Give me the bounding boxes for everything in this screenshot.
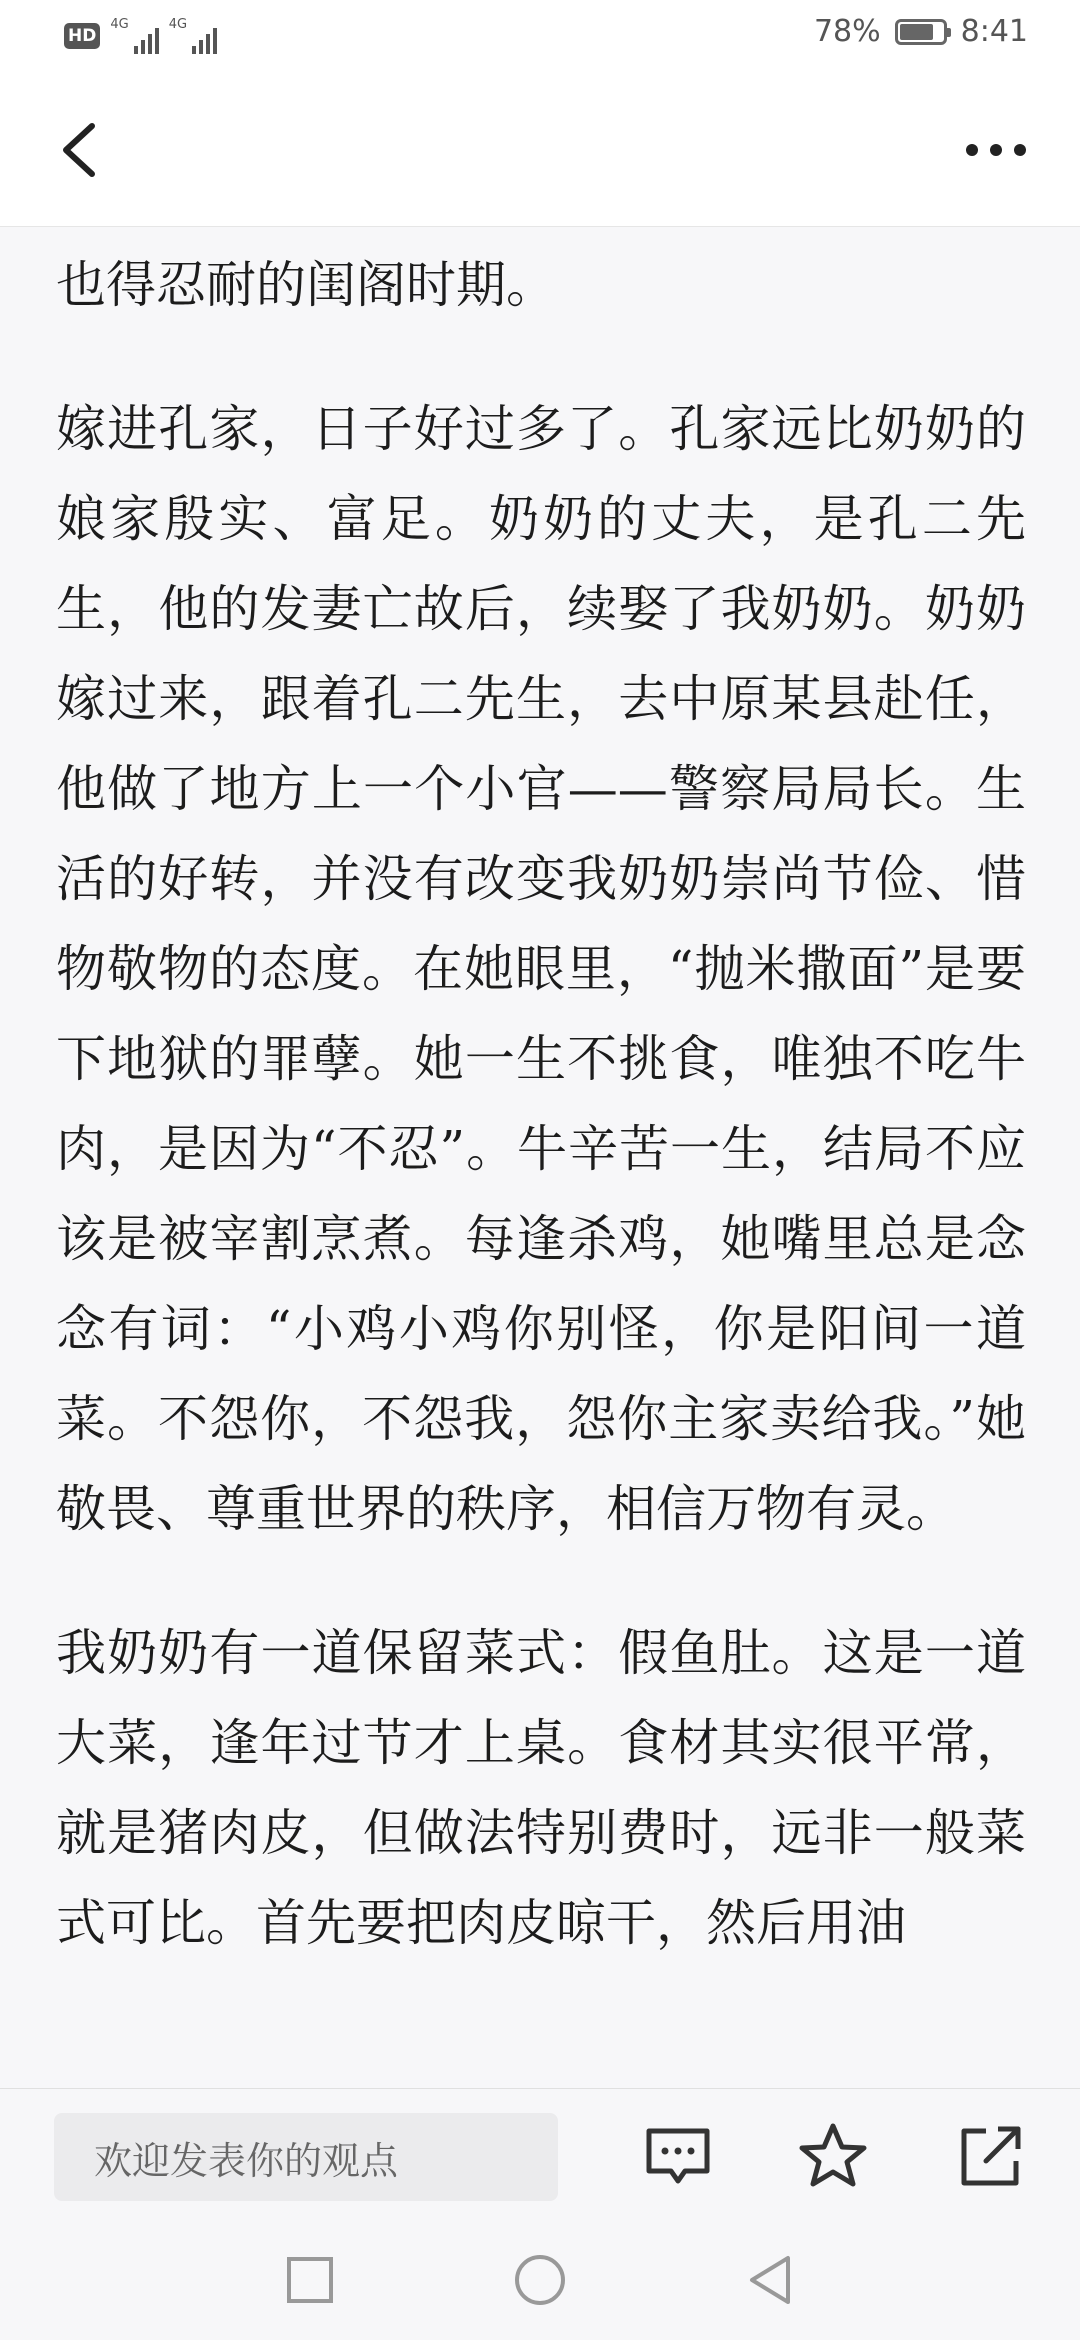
article-paragraph: 我奶奶有一道保留菜式：假鱼肚。这是一道大菜，逢年过节才上桌。食材其实很平常，就是猪肉皮，但做法特别费时，远非一般菜式可比。首先要把肉皮晾干，然后用油 (56, 1624, 1026, 1952)
battery-percent: 78% (813, 14, 881, 49)
home-button[interactable] (512, 2252, 568, 2308)
sim2-network-label: 4G (168, 17, 188, 32)
sim1-network-label: 4G (110, 17, 129, 32)
share-button[interactable] (956, 2121, 1026, 2191)
square-icon (282, 2252, 338, 2308)
sim2-signal (169, 18, 217, 54)
status-left (64, 18, 217, 54)
signal-bar (206, 34, 210, 54)
signal-bar (192, 46, 196, 54)
more-dots-icon (960, 128, 1032, 172)
sim1-signal (110, 18, 158, 54)
signal-bar (134, 46, 138, 54)
battery-icon (895, 19, 947, 45)
article-paragraph: 嫁进孔家，日子好过多了。孔家远比奶奶的娘家殷实、富足。奶奶的丈夫，是孔二先生，他的发妻亡故后，续娶了我奶奶。奶奶嫁过来，跟着孔二先生，去中原某县赴任，他做了地方上一个小官——警察局局长。生活的好转，并没有改变我奶奶崇尚节俭、惜物敬物的态度。在她眼里，“抛米撒面”是要下地狱的罪孽。她一生不挑食，唯独不吃牛肉，是因为“不忍”。牛辛苦一生，结局不应该是被宰割烹煮。每逢杀鸡，她嘴里总是念念有词：“小鸡小鸡你别怪，你是阳间一道菜。不怨你，不怨我，怨你主家卖给我。”她敬畏、尊重世界的秩序，相信万物有灵。 (56, 400, 1026, 1538)
clock: 8:41 (960, 14, 1028, 49)
status-bar (0, 0, 1080, 74)
back-button[interactable] (54, 118, 114, 182)
system-nav-bar (0, 2218, 1080, 2340)
article-body (56, 226, 1026, 2086)
signal-bar (213, 28, 217, 54)
comment-placeholder: 欢迎发表你的观点 (94, 2138, 399, 2183)
signal-bar (155, 28, 159, 54)
bottom-action-bar (0, 2088, 1080, 2219)
comment-bubble-icon (643, 2121, 713, 2191)
back-nav-button[interactable] (742, 2252, 798, 2308)
recent-apps-button[interactable] (282, 2252, 338, 2308)
hd-badge: HD (64, 23, 100, 49)
star-icon (798, 2121, 868, 2191)
signal-bar (141, 40, 145, 54)
chevron-left-icon (54, 118, 114, 182)
app-header (0, 74, 1080, 227)
more-button[interactable] (960, 128, 1032, 172)
status-right (814, 14, 1028, 49)
article-paragraph: 也得忍耐的闺阁时期。 (56, 256, 556, 314)
comment-input[interactable] (54, 2113, 558, 2201)
signal-bar (199, 40, 203, 54)
share-external-icon (956, 2121, 1026, 2191)
signal-bar (148, 34, 152, 54)
favorite-button[interactable] (798, 2121, 868, 2191)
triangle-back-icon (742, 2252, 798, 2308)
comment-button[interactable] (643, 2121, 713, 2191)
circle-icon (512, 2252, 568, 2308)
